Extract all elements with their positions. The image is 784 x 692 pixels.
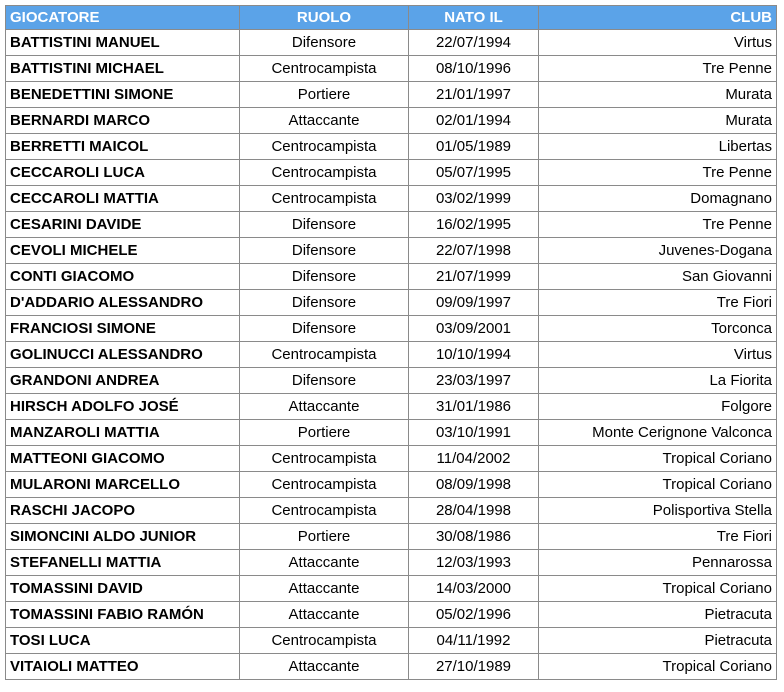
cell-club: Libertas (539, 134, 777, 160)
cell-player: BERNARDI MARCO (6, 108, 240, 134)
table-row (6, 212, 777, 238)
cell-born: 08/10/1996 (409, 56, 539, 82)
cell-club: Pietracuta (539, 602, 777, 628)
table-row (6, 56, 777, 82)
cell-player: CECCAROLI MATTIA (6, 186, 240, 212)
cell-player: HIRSCH ADOLFO JOSÉ (6, 394, 240, 420)
cell-club: Virtus (539, 342, 777, 368)
table-body (6, 30, 777, 680)
cell-born: 14/03/2000 (409, 576, 539, 602)
cell-born: 05/07/1995 (409, 160, 539, 186)
table-row (6, 316, 777, 342)
cell-born: 27/10/1989 (409, 654, 539, 680)
cell-player: BERRETTI MAICOL (6, 134, 240, 160)
cell-club: Domagnano (539, 186, 777, 212)
header-club: CLUB (539, 6, 777, 30)
cell-player: CONTI GIACOMO (6, 264, 240, 290)
cell-club: Tre Fiori (539, 290, 777, 316)
cell-club: Murata (539, 82, 777, 108)
table-row (6, 82, 777, 108)
cell-born: 22/07/1994 (409, 30, 539, 56)
table-row (6, 472, 777, 498)
table-row (6, 108, 777, 134)
cell-club: Virtus (539, 30, 777, 56)
cell-role: Portiere (240, 82, 409, 108)
cell-role: Centrocampista (240, 134, 409, 160)
header-row (6, 6, 777, 30)
table-row (6, 264, 777, 290)
cell-role: Centrocampista (240, 498, 409, 524)
cell-born: 21/07/1999 (409, 264, 539, 290)
table-row (6, 368, 777, 394)
cell-player: BATTISTINI MANUEL (6, 30, 240, 56)
table-row (6, 394, 777, 420)
cell-player: TOMASSINI DAVID (6, 576, 240, 602)
cell-born: 23/03/1997 (409, 368, 539, 394)
table-row (6, 134, 777, 160)
cell-role: Difensore (240, 316, 409, 342)
table-row (6, 160, 777, 186)
cell-club: Tre Fiori (539, 524, 777, 550)
table-row (6, 342, 777, 368)
cell-player: GRANDONI ANDREA (6, 368, 240, 394)
cell-club: Polisportiva Stella (539, 498, 777, 524)
cell-born: 02/01/1994 (409, 108, 539, 134)
cell-role: Centrocampista (240, 472, 409, 498)
cell-player: TOMASSINI FABIO RAMÓN (6, 602, 240, 628)
cell-player: VITAIOLI MATTEO (6, 654, 240, 680)
header-born: NATO IL (409, 6, 539, 30)
table-row (6, 420, 777, 446)
cell-born: 04/11/1992 (409, 628, 539, 654)
cell-role: Attaccante (240, 550, 409, 576)
cell-role: Portiere (240, 524, 409, 550)
cell-born: 08/09/1998 (409, 472, 539, 498)
cell-born: 10/10/1994 (409, 342, 539, 368)
cell-born: 12/03/1993 (409, 550, 539, 576)
cell-club: Tropical Coriano (539, 446, 777, 472)
table-row (6, 524, 777, 550)
table-row (6, 498, 777, 524)
cell-born: 03/02/1999 (409, 186, 539, 212)
cell-club: Tropical Coriano (539, 472, 777, 498)
cell-role: Attaccante (240, 576, 409, 602)
header-player: GIOCATORE (6, 6, 240, 30)
cell-role: Difensore (240, 264, 409, 290)
cell-club: Tropical Coriano (539, 576, 777, 602)
cell-player: RASCHI JACOPO (6, 498, 240, 524)
cell-club: Tre Penne (539, 212, 777, 238)
cell-born: 16/02/1995 (409, 212, 539, 238)
cell-born: 01/05/1989 (409, 134, 539, 160)
cell-role: Attaccante (240, 602, 409, 628)
cell-role: Centrocampista (240, 160, 409, 186)
cell-club: Murata (539, 108, 777, 134)
cell-club: Folgore (539, 394, 777, 420)
cell-player: CESARINI DAVIDE (6, 212, 240, 238)
cell-role: Difensore (240, 238, 409, 264)
cell-club: San Giovanni (539, 264, 777, 290)
cell-role: Difensore (240, 30, 409, 56)
table-row (6, 186, 777, 212)
cell-player: TOSI LUCA (6, 628, 240, 654)
cell-role: Difensore (240, 212, 409, 238)
cell-role: Portiere (240, 420, 409, 446)
cell-born: 22/07/1998 (409, 238, 539, 264)
cell-club: Tre Penne (539, 56, 777, 82)
table-row (6, 628, 777, 654)
table-row (6, 446, 777, 472)
cell-player: CECCAROLI LUCA (6, 160, 240, 186)
cell-born: 31/01/1986 (409, 394, 539, 420)
cell-club: Torconca (539, 316, 777, 342)
cell-role: Attaccante (240, 108, 409, 134)
cell-player: MULARONI MARCELLO (6, 472, 240, 498)
cell-born: 21/01/1997 (409, 82, 539, 108)
table-row (6, 576, 777, 602)
cell-club: Tropical Coriano (539, 654, 777, 680)
cell-born: 11/04/2002 (409, 446, 539, 472)
cell-player: STEFANELLI MATTIA (6, 550, 240, 576)
cell-player: GOLINUCCI ALESSANDRO (6, 342, 240, 368)
cell-role: Attaccante (240, 654, 409, 680)
cell-player: SIMONCINI ALDO JUNIOR (6, 524, 240, 550)
cell-role: Centrocampista (240, 628, 409, 654)
cell-born: 03/09/2001 (409, 316, 539, 342)
cell-born: 03/10/1991 (409, 420, 539, 446)
cell-role: Centrocampista (240, 186, 409, 212)
cell-club: Tre Penne (539, 160, 777, 186)
cell-role: Attaccante (240, 394, 409, 420)
cell-club: Juvenes-Dogana (539, 238, 777, 264)
cell-player: D'ADDARIO ALESSANDRO (6, 290, 240, 316)
table-row (6, 654, 777, 680)
cell-club: Monte Cerignone Valconca (539, 420, 777, 446)
table-row (6, 30, 777, 56)
cell-born: 30/08/1986 (409, 524, 539, 550)
cell-born: 28/04/1998 (409, 498, 539, 524)
table-row (6, 290, 777, 316)
cell-born: 09/09/1997 (409, 290, 539, 316)
cell-role: Centrocampista (240, 56, 409, 82)
cell-role: Centrocampista (240, 342, 409, 368)
cell-role: Difensore (240, 290, 409, 316)
cell-player: BENEDETTINI SIMONE (6, 82, 240, 108)
players-table (5, 5, 777, 680)
cell-player: MATTEONI GIACOMO (6, 446, 240, 472)
header-role: RUOLO (240, 6, 409, 30)
cell-born: 05/02/1996 (409, 602, 539, 628)
cell-player: MANZAROLI MATTIA (6, 420, 240, 446)
table-row (6, 602, 777, 628)
cell-role: Centrocampista (240, 446, 409, 472)
cell-player: CEVOLI MICHELE (6, 238, 240, 264)
table-row (6, 550, 777, 576)
cell-role: Difensore (240, 368, 409, 394)
table-row (6, 238, 777, 264)
cell-club: La Fiorita (539, 368, 777, 394)
cell-club: Pietracuta (539, 628, 777, 654)
cell-club: Pennarossa (539, 550, 777, 576)
cell-player: FRANCIOSI SIMONE (6, 316, 240, 342)
cell-player: BATTISTINI MICHAEL (6, 56, 240, 82)
